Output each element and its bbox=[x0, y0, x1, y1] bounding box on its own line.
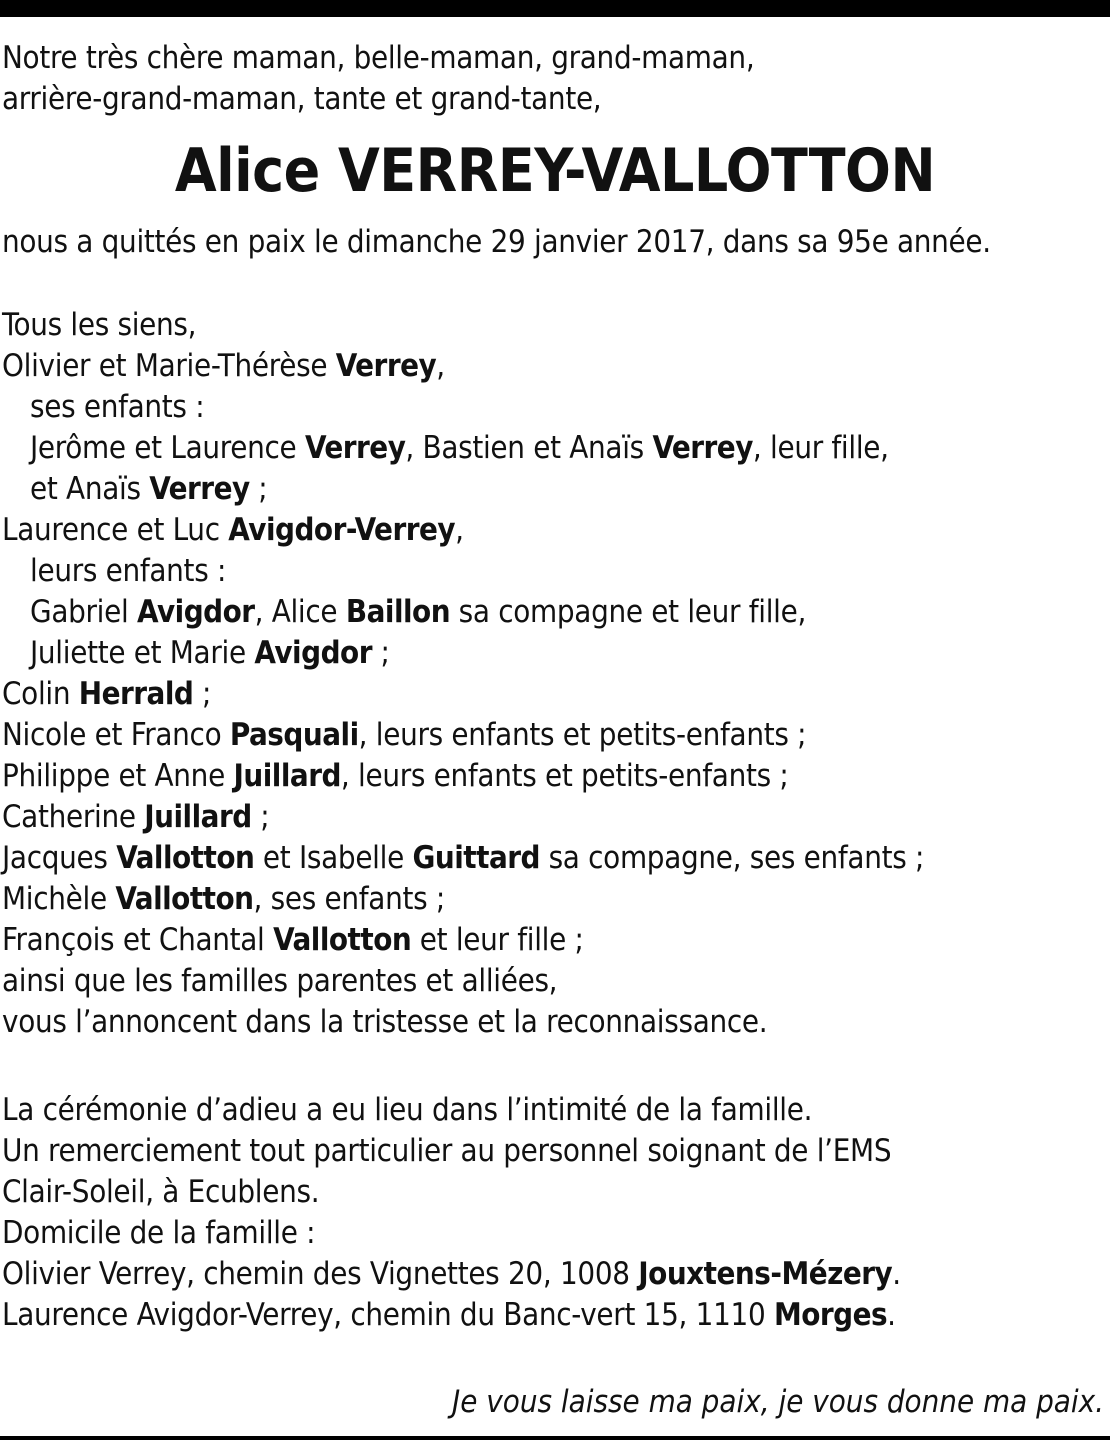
address-line bbox=[2, 1295, 1110, 1336]
family-line: ses enfants : bbox=[30, 389, 205, 425]
family-text: ; bbox=[371, 635, 390, 671]
address-town: Morges bbox=[773, 1297, 888, 1333]
family-text: Olivier et Marie-Thérèse bbox=[2, 348, 336, 384]
bottom-border-rule bbox=[0, 1436, 1110, 1440]
family-line bbox=[2, 592, 1110, 633]
intro-line: Notre très chère maman, belle-maman, grand-maman, bbox=[2, 40, 755, 76]
family-text: sa compagne et leur fille, bbox=[450, 594, 807, 630]
family-surname: Vallotton bbox=[116, 840, 255, 876]
family-surname: Avigdor-Verrey bbox=[228, 512, 456, 548]
family-text: Philippe et Anne bbox=[2, 758, 234, 794]
address-text: Olivier Verrey, chemin des Vignettes 20, 1008 bbox=[2, 1256, 639, 1292]
family-text: ; bbox=[251, 799, 270, 835]
family-text: Michèle bbox=[2, 881, 116, 917]
family-text: Jerôme et Laurence bbox=[30, 430, 305, 466]
family-line bbox=[2, 920, 1110, 961]
family-text: Jacques bbox=[2, 840, 117, 876]
family-list bbox=[2, 305, 1110, 1043]
family-surname: Guittard bbox=[412, 840, 541, 876]
ceremony-line: Clair-Soleil, à Ecublens. bbox=[2, 1174, 320, 1210]
family-surname: Avigdor bbox=[254, 635, 372, 671]
family-surname: Juillard bbox=[233, 758, 341, 794]
ceremony-paragraph bbox=[2, 1090, 1110, 1336]
family-line bbox=[2, 428, 1110, 469]
family-surname: Herrald bbox=[78, 676, 194, 712]
family-surname: Verrey bbox=[149, 471, 250, 507]
family-surname: Juillard bbox=[144, 799, 252, 835]
family-line bbox=[2, 346, 1110, 387]
family-line bbox=[2, 797, 1110, 838]
family-text: , leur fille, bbox=[752, 430, 889, 466]
family-line bbox=[2, 469, 1110, 510]
family-text: et leur fille ; bbox=[411, 922, 584, 958]
family-line: leurs enfants : bbox=[30, 553, 227, 589]
ceremony-line: Un remerciement tout particulier au personnel soignant de l’EMS bbox=[2, 1133, 892, 1169]
family-line bbox=[2, 633, 1110, 674]
family-text: , Bastien et Anaïs bbox=[405, 430, 653, 466]
family-surname: Verrey bbox=[304, 430, 406, 466]
family-text: Laurence et Luc bbox=[2, 512, 229, 548]
family-surname: Pasquali bbox=[229, 717, 359, 753]
family-text: , bbox=[455, 512, 464, 548]
family-text: et Isabelle bbox=[254, 840, 413, 876]
family-text: , leurs enfants et petits-enfants ; bbox=[340, 758, 789, 794]
family-surname: Vallotton bbox=[115, 881, 254, 917]
family-text: , leurs enfants et petits-enfants ; bbox=[358, 717, 807, 753]
address-text: . bbox=[887, 1297, 896, 1333]
family-line bbox=[2, 879, 1110, 920]
intro-line: arrière-grand-maman, tante et grand-tante, bbox=[2, 81, 602, 117]
family-text: ; bbox=[193, 676, 212, 712]
ceremony-line: La cérémonie d’adieu a eu lieu dans l’intimité de la famille. bbox=[2, 1092, 813, 1128]
family-surname: Avigdor bbox=[137, 594, 255, 630]
family-surname: Verrey bbox=[652, 430, 753, 466]
address-town: Jouxtens-Mézery bbox=[638, 1256, 893, 1292]
family-line: ainsi que les familles parentes et alliées, bbox=[2, 963, 558, 999]
family-text: ; bbox=[249, 471, 268, 507]
family-line bbox=[2, 715, 1110, 756]
address-line bbox=[2, 1254, 1110, 1295]
family-text: , ses enfants ; bbox=[253, 881, 445, 917]
family-line bbox=[2, 510, 1110, 551]
family-text: sa compagne, ses enfants ; bbox=[540, 840, 925, 876]
death-notice bbox=[2, 222, 1110, 263]
intro-paragraph bbox=[2, 38, 1110, 120]
ceremony-line: Domicile de la famille : bbox=[2, 1215, 316, 1251]
family-text: Nicole et Franco bbox=[2, 717, 230, 753]
closing-verse: Je vous laisse ma paix, je vous donne ma paix. bbox=[452, 1384, 1104, 1420]
family-text: , Alice bbox=[254, 594, 346, 630]
family-text: François et Chantal bbox=[2, 922, 274, 958]
family-line: vous l’annoncent dans la tristesse et la reconnaissance. bbox=[2, 1004, 768, 1040]
family-line bbox=[2, 674, 1110, 715]
family-text: , bbox=[436, 348, 445, 384]
family-line bbox=[2, 838, 1110, 879]
top-border-rule bbox=[0, 0, 1110, 17]
family-text: Juliette et Marie bbox=[30, 635, 255, 671]
family-text: Colin bbox=[2, 676, 79, 712]
family-text: et Anaïs bbox=[30, 471, 150, 507]
family-line: Tous les siens, bbox=[2, 307, 197, 343]
address-text: . bbox=[892, 1256, 901, 1292]
address-text: Laurence Avigdor-Verrey, chemin du Banc-vert 15, 1110 bbox=[2, 1297, 774, 1333]
death-notice-line: nous a quittés en paix le dimanche 29 janvier 2017, dans sa 95e année. bbox=[2, 224, 991, 260]
family-surname: Verrey bbox=[335, 348, 437, 384]
family-line bbox=[2, 756, 1110, 797]
family-text: Catherine bbox=[2, 799, 145, 835]
family-text: Gabriel bbox=[30, 594, 137, 630]
family-surname: Baillon bbox=[345, 594, 451, 630]
deceased-name-heading: Alice VERREY-VALLOTTON bbox=[174, 136, 936, 206]
family-surname: Vallotton bbox=[273, 922, 412, 958]
